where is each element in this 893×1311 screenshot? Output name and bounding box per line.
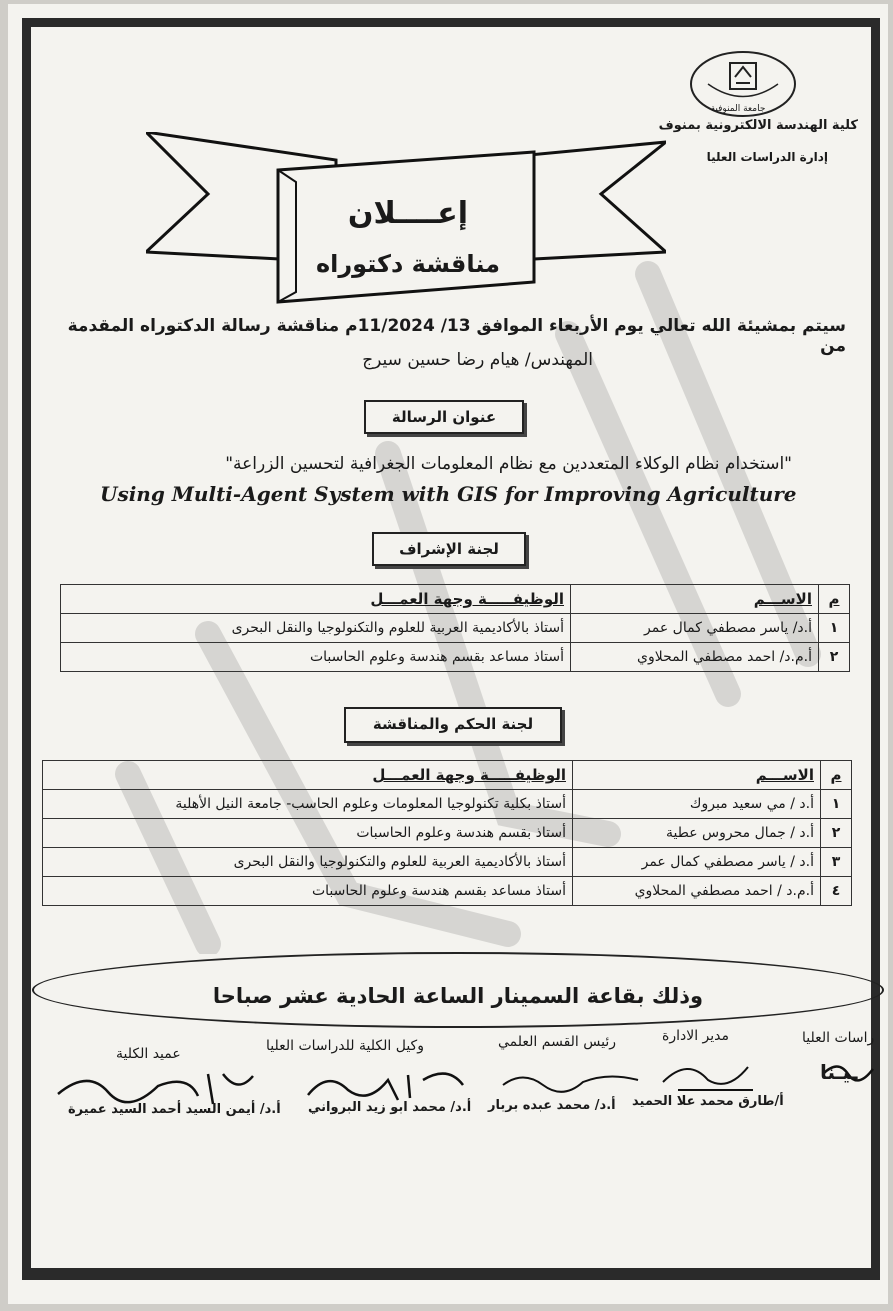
header-name: الاســـم bbox=[571, 585, 819, 614]
vice-dean-title: وكيل الكلية للدراسات العليا bbox=[266, 1038, 424, 1054]
row-num: ٣ bbox=[821, 848, 852, 877]
row-name: أ.د/ ياسر مصطفي كمال عمر bbox=[571, 614, 819, 643]
banner-subtitle: مناقشة دكتوراه bbox=[315, 250, 501, 278]
row-name: أ.د / مي سعيد مبروك bbox=[573, 790, 821, 819]
supervision-label: لجنة الإشراف bbox=[372, 532, 526, 566]
row-name: أ.د / ياسر مصطفي كمال عمر bbox=[573, 848, 821, 877]
logo-caption: جامعة المنوفية bbox=[710, 104, 766, 114]
dept-head-name: أ.د/ محمد عبده بربار bbox=[488, 1098, 616, 1113]
table-row bbox=[43, 819, 852, 848]
dept-head-title: رئيس القسم العلمي bbox=[498, 1034, 616, 1050]
supervision-table bbox=[60, 584, 850, 672]
header-num: م bbox=[821, 761, 852, 790]
row-num: ١ bbox=[821, 790, 852, 819]
faculty-name: كلية الهندسة الالكترونية بمنوف bbox=[658, 118, 858, 133]
candidate-name: المهندس/ هيام رضا حسين سيرج bbox=[362, 350, 593, 370]
row-job: أستاذ بالأكاديمية العربية للعلوم والتكنولوجيا والنقل البحرى bbox=[61, 614, 571, 643]
director-name: أ/طارق محمد علا الحميد bbox=[632, 1094, 784, 1109]
dean-name: أ.د/ أيمن السيد أحمد السيد عميرة bbox=[68, 1102, 281, 1117]
header-name: الاســـم bbox=[573, 761, 821, 790]
header-job: الوظيفـــــة وجهة العمـــل bbox=[43, 761, 573, 790]
committee-table bbox=[42, 760, 852, 906]
director-signature bbox=[658, 1052, 768, 1096]
thesis-title-arabic: "استخدام نظام الوكلاء المتعددين مع نظام المعلومات الجغرافية لتحسين الزراعة" bbox=[225, 454, 792, 474]
row-num: ٢ bbox=[819, 643, 850, 672]
graduate-studies-title: راسات العليا bbox=[802, 1030, 875, 1046]
row-name: أ.م.د/ احمد مصطفي المحلاوي bbox=[571, 643, 819, 672]
banner-title: إعــــلان bbox=[347, 196, 469, 231]
row-job: أستاذ مساعد بقسم هندسة وعلوم الحاسبات bbox=[43, 877, 573, 906]
table-row bbox=[61, 643, 850, 672]
committee-label: لجنة الحكم والمناقشة bbox=[344, 707, 562, 743]
header-num: م bbox=[819, 585, 850, 614]
vice-dean-name: أ.د/ محمد ابو زيد البرواني bbox=[308, 1100, 472, 1115]
header-job: الوظيفـــــة وجهة العمـــل bbox=[61, 585, 571, 614]
document-sheet bbox=[8, 4, 888, 1304]
row-name: أ.د / جمال محروس عطية bbox=[573, 819, 821, 848]
intro-line: سيتم بمشيئة الله تعالي يوم الأربعاء الموافق 13/ 11/2024م مناقشة رسالة الدكتوراه المقدمة من bbox=[67, 316, 846, 356]
dean-title: عميد الكلية bbox=[116, 1046, 181, 1062]
dept-head-signature bbox=[498, 1060, 648, 1100]
table-row bbox=[43, 790, 852, 819]
venue-text: وذلك بقاعة السمينار الساعة الحادية عشر صباحا bbox=[212, 984, 704, 1008]
graduate-studies-name: ـيـنا bbox=[820, 1060, 858, 1084]
thesis-title-english: Using Multi-Agent System with GIS for Improving Agriculture bbox=[100, 482, 797, 506]
row-num: ٢ bbox=[821, 819, 852, 848]
row-name: أ.م.د / احمد مصطفي المحلاوي bbox=[573, 877, 821, 906]
table-row bbox=[43, 848, 852, 877]
row-job: أستاذ بكلية تكنولوجيا المعلومات وعلوم الحاسب- جامعة النيل الأهلية bbox=[43, 790, 573, 819]
row-job: أستاذ بالأكاديمية العربية للعلوم والتكنولوجيا والنقل البحرى bbox=[43, 848, 573, 877]
table-header-row bbox=[43, 761, 852, 790]
row-job: أستاذ مساعد بقسم هندسة وعلوم الحاسبات bbox=[61, 643, 571, 672]
table-header-row bbox=[61, 585, 850, 614]
row-num: ١ bbox=[819, 614, 850, 643]
department-name: إدارة الدراسات العليا bbox=[706, 150, 828, 164]
table-row bbox=[43, 877, 852, 906]
thesis-title-label: عنوان الرسالة bbox=[364, 400, 524, 434]
table-row bbox=[61, 614, 850, 643]
director-title: مدير الادارة bbox=[662, 1028, 730, 1044]
row-num: ٤ bbox=[821, 877, 852, 906]
row-job: أستاذ بقسم هندسة وعلوم الحاسبات bbox=[43, 819, 573, 848]
